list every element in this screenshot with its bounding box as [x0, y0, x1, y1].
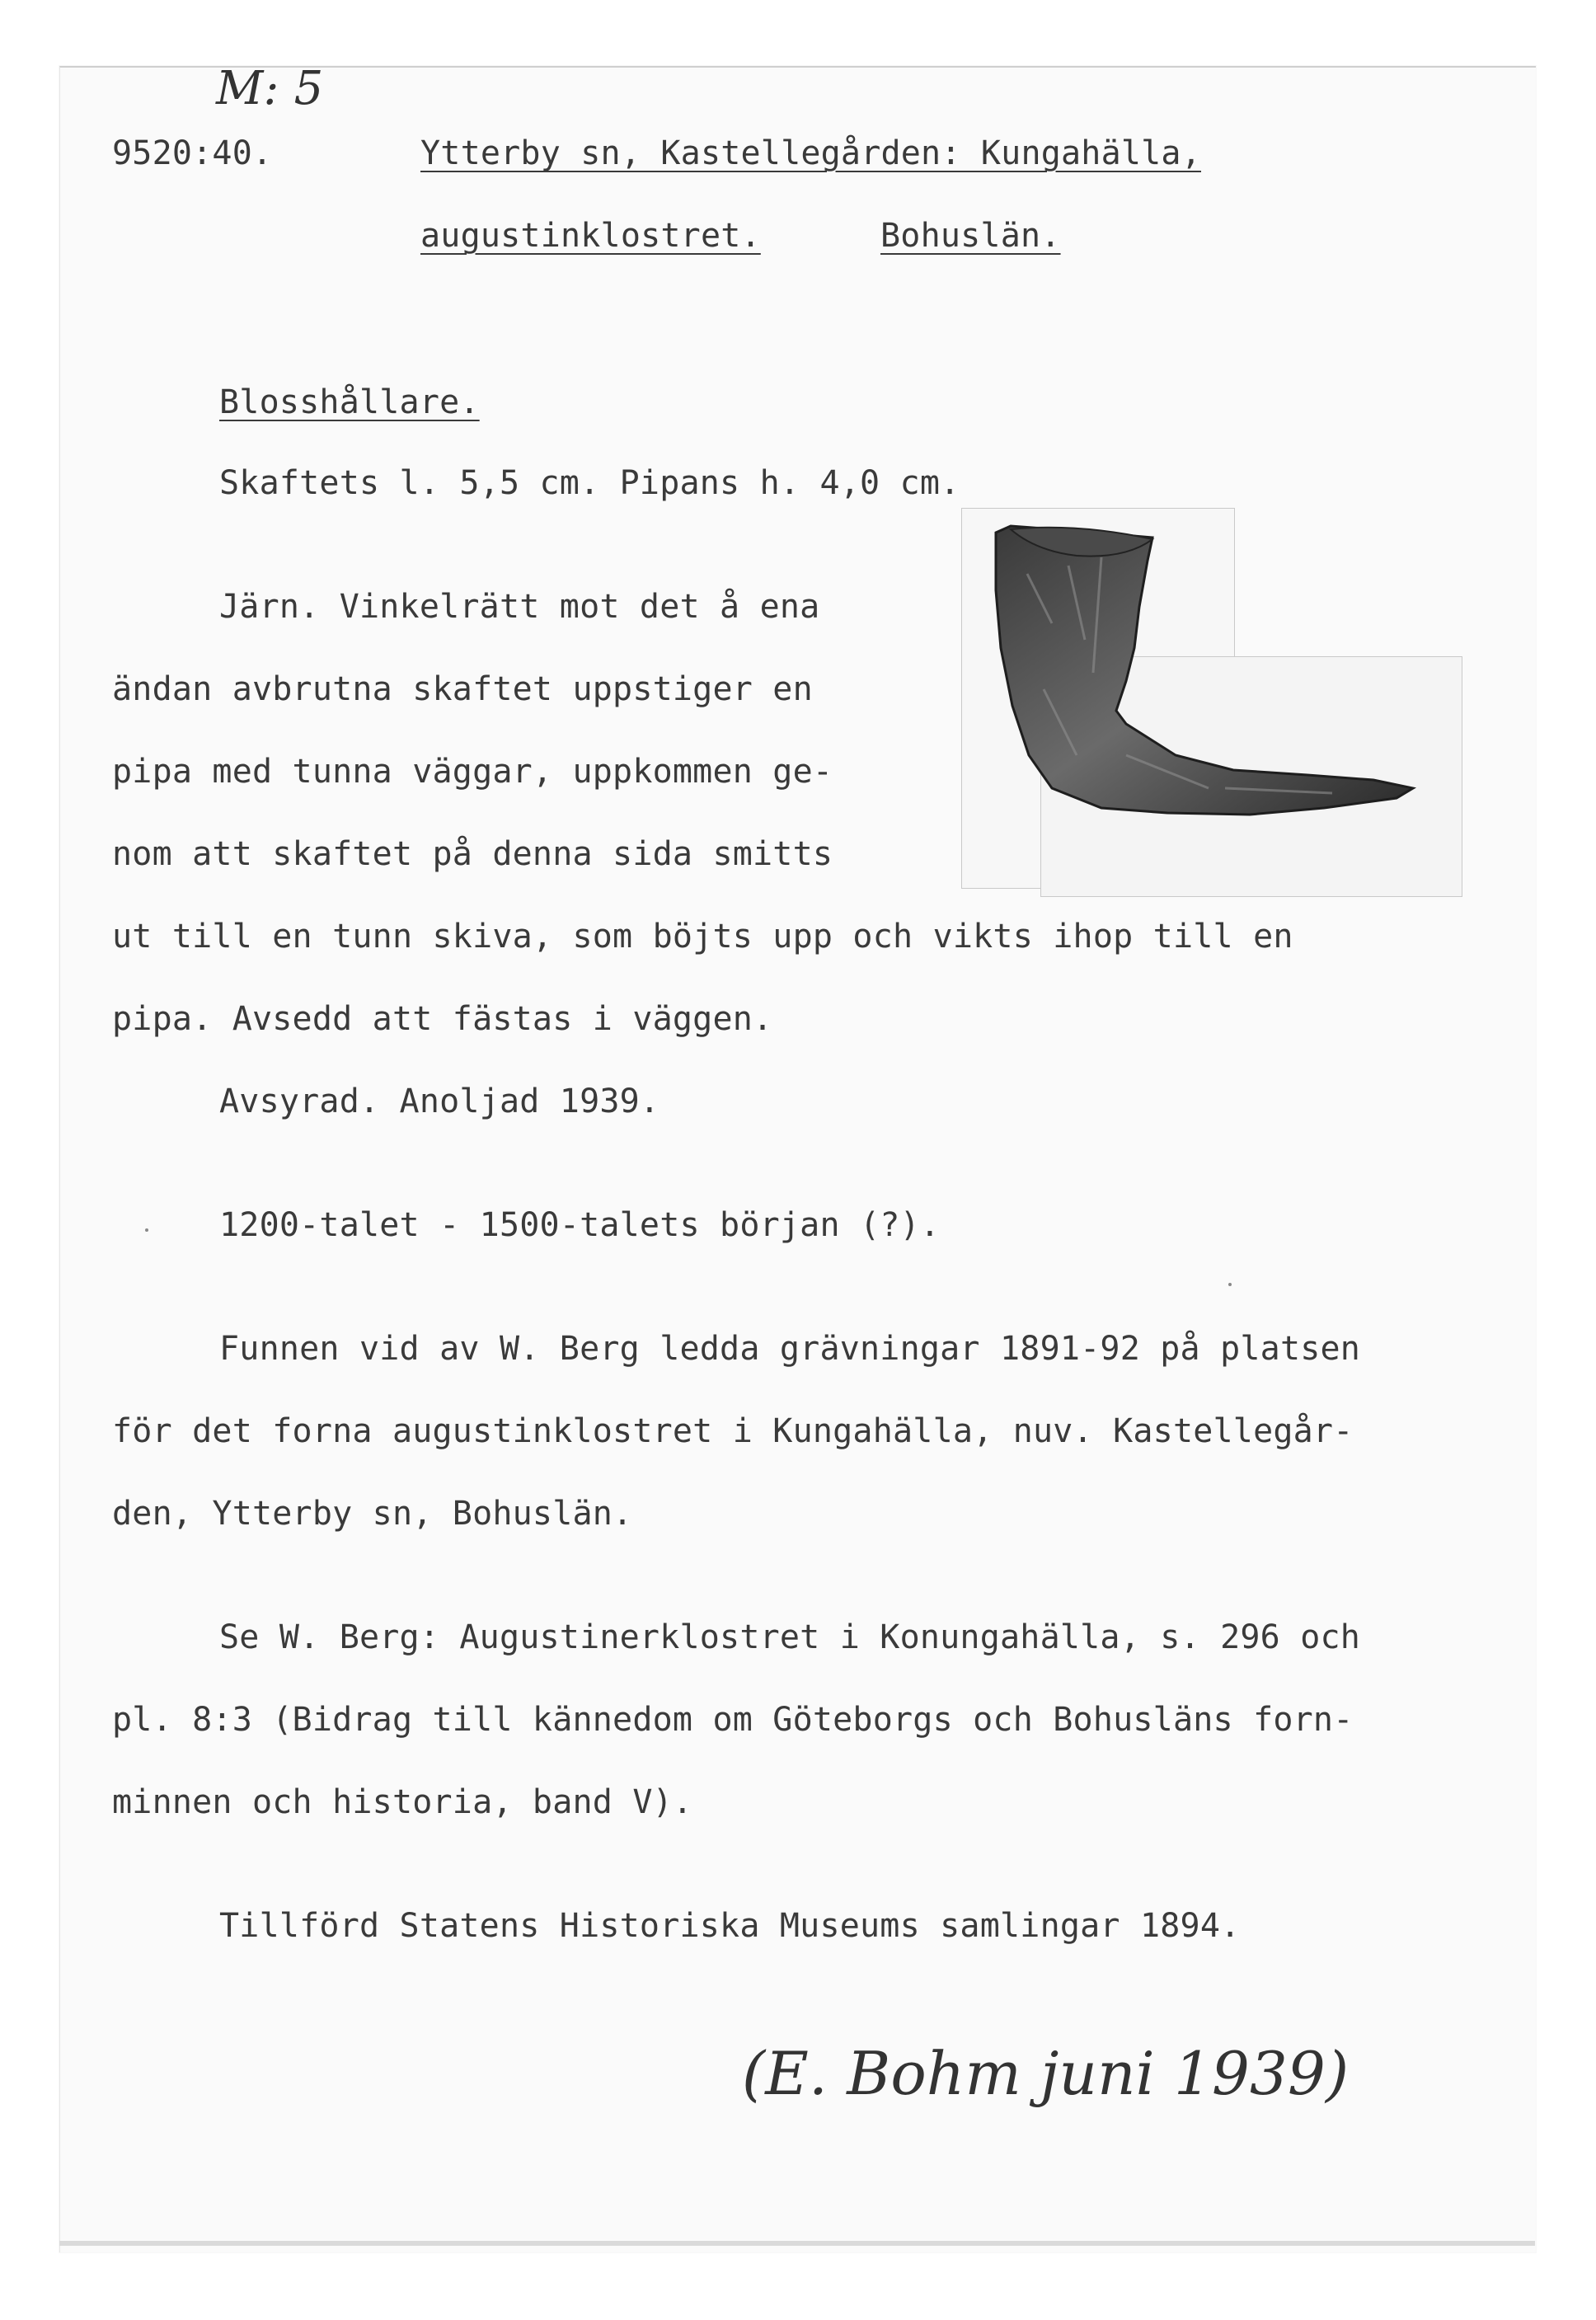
- description-line-4: nom att skaftet på denna sida smitts: [112, 835, 833, 873]
- handwritten-mark: M: 5: [216, 62, 324, 115]
- handwritten-signature: (E. Bohm juni 1939): [742, 2039, 1350, 2108]
- speck: [145, 1228, 148, 1232]
- torch-holder-photo: [961, 508, 1464, 895]
- reference-line-1: Se W. Berg: Augustinerklostret i Konungahälla, s. 296 och: [219, 1618, 1361, 1656]
- find-line-2: för det forna augustinklostret i Kungahälla, nuv. Kastellegår-: [112, 1412, 1354, 1450]
- object-name: Blosshållare.: [219, 383, 480, 421]
- description-line-1: Järn. Vinkelrätt mot det å ena: [219, 588, 820, 626]
- treatment-note: Avsyrad. Anoljad 1939.: [219, 1083, 660, 1120]
- description-line-3: pipa med tunna väggar, uppkommen ge-: [112, 753, 833, 791]
- reference-line-3: minnen och historia, band V).: [112, 1783, 693, 1821]
- reference-line-2: pl. 8:3 (Bidrag till kännedom om Göteborgs och Bohusläns forn-: [112, 1701, 1354, 1739]
- speck: [1228, 1283, 1232, 1286]
- find-line-3: den, Ytterby sn, Bohuslän.: [112, 1495, 633, 1533]
- description-line-5: ut till en tunn skiva, som böjts upp och vikts ihop till en: [112, 918, 1293, 956]
- dating-note: 1200-talet - 1500-talets början (?).: [219, 1206, 941, 1244]
- description-line-2: ändan avbrutna skaftet uppstiger en: [112, 670, 813, 708]
- location-line-2b: Bohuslän.: [880, 217, 1061, 255]
- object-dimensions: Skaftets l. 5,5 cm. Pipans h. 4,0 cm.: [219, 464, 960, 502]
- description-line-6: pipa. Avsedd att fästas i väggen.: [112, 1000, 773, 1038]
- location-line-1: Ytterby sn, Kastellegården: Kungahälla,: [420, 134, 1201, 172]
- card-bottom-edge: [59, 2241, 1535, 2246]
- find-line-1: Funnen vid av W. Berg ledda grävningar 1891-92 på platsen: [219, 1330, 1361, 1368]
- catalog-number: 9520:40.: [112, 134, 273, 172]
- accession-note: Tillförd Statens Historiska Museums samlingar 1894.: [219, 1907, 1241, 1945]
- location-line-2a: augustinklostret.: [420, 217, 761, 255]
- torch-holder-shape: [996, 526, 1413, 815]
